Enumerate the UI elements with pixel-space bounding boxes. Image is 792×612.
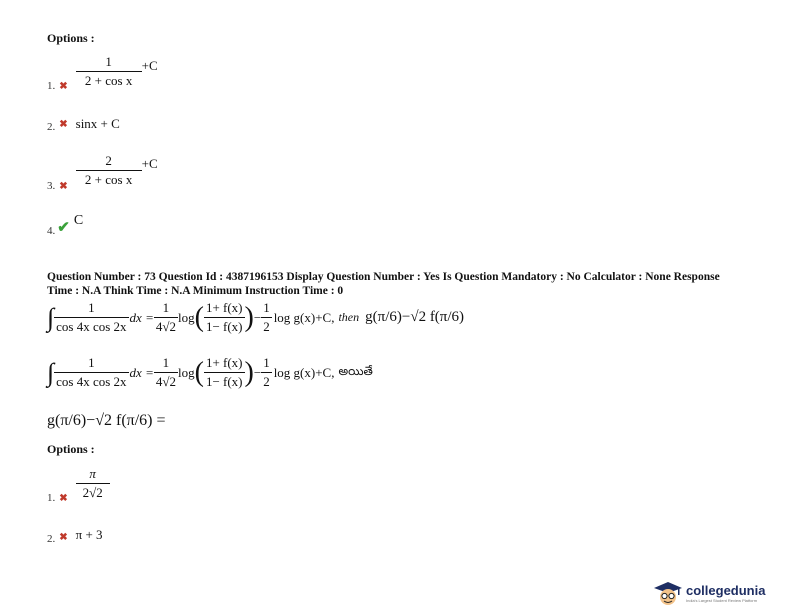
option-text: π + 3 [75, 527, 103, 542]
question-meta-line-1: Question Number : 73 Question Id : 4387196153 Display Question Number : Yes Is Question Mandatory : No Calculator : None Response [47, 271, 720, 283]
cross-icon: ✖ [59, 118, 68, 130]
option-number: 3. [47, 180, 56, 192]
logo-tagline: India's Largest Student Review Platform [686, 598, 758, 603]
options-label-q72: Options : [47, 31, 95, 45]
options-label-q73: Options : [47, 442, 95, 456]
target-expression: g(π/6)−√2 f(π/6) [365, 309, 465, 325]
question-equation-en: ∫ $\frac{1}{\text{cos 4x cos 2x}}$ dx = $\frac{1}{4√2}$ log ( $\frac{1+ f(x)}{1- f(x)}$ ) − $\frac{1}{2}$ log g(x)+C, then g(π/6)−√2 f(π/6) [47, 300, 465, 334]
log-argument-fraction: $\frac{1+ f(x)}{1- f(x)}$ [205, 300, 243, 334]
integral-sign: ∫ [47, 357, 55, 387]
option-number: 2. [47, 533, 56, 545]
cross-icon: ✖ [59, 531, 68, 543]
then-word: then [338, 310, 360, 324]
question-equation-te: ∫ $\frac{1}{\text{cos 4x cos 2x}}$ dx = $\frac{1}{4√2}$ log ( $\frac{1+ f(x)}{1- f(x)}$ ) − $\frac{1}{2}$ log g(x)+C, అయితే [47, 355, 373, 389]
integrand-fraction: $\frac{1}{\text{cos 4x cos 2x}}$ [56, 300, 127, 334]
check-icon: ✔ [57, 220, 70, 236]
question-meta [47, 270, 767, 298]
option-fraction: $\frac{1}{\text{2 + cos x}}$ [76, 54, 142, 89]
coefficient-fraction: $\frac{1}{4√2}$ [155, 300, 176, 334]
then-word-telugu: అయితే [338, 364, 373, 378]
log-argument-fraction: $\frac{1+ f(x)}{1- f(x)}$ [205, 355, 243, 389]
question-meta-line-2: Time : N.A Think Time : N.A Minimum Instruction Time : 0 [47, 285, 344, 297]
collegedunia-logo [652, 580, 765, 606]
half-fraction: $\frac{1}{2}$ [263, 300, 270, 334]
mascot-icon [652, 580, 684, 606]
cross-icon: ✖ [59, 492, 68, 504]
integral-sign: ∫ [47, 302, 55, 332]
half-fraction: $\frac{1}{2}$ [263, 355, 270, 389]
option-number: 4. [47, 224, 56, 237]
q72-option-2 [47, 115, 120, 133]
integrand-fraction: $\frac{1}{\text{cos 4x cos 2x}}$ [56, 355, 127, 389]
q72-option-4 [47, 210, 83, 237]
option-suffix: +C [141, 58, 158, 73]
option-text: C [73, 212, 84, 228]
option-fraction: $\frac{\pi}{2√2}$ [76, 466, 110, 501]
question-expression: g(π/6)−√2 f(π/6) = [47, 412, 166, 429]
q73-option-1 [47, 462, 110, 504]
option-number: 1. [47, 80, 56, 92]
option-text: sinx + C [75, 116, 120, 131]
option-number: 2. [47, 121, 56, 133]
logo-name: collegedunia [686, 583, 766, 598]
q72-option-3 [47, 148, 158, 192]
cross-icon: ✖ [59, 180, 68, 192]
cross-icon: ✖ [59, 80, 68, 92]
q72-option-1 [47, 50, 158, 92]
option-suffix: +C [141, 156, 158, 171]
option-number: 1. [47, 492, 56, 504]
coefficient-fraction: $\frac{1}{4√2}$ [155, 355, 176, 389]
option-fraction: $\frac{2}{\text{2 + cos x}}$ [76, 153, 142, 188]
q73-option-2 [47, 525, 103, 545]
